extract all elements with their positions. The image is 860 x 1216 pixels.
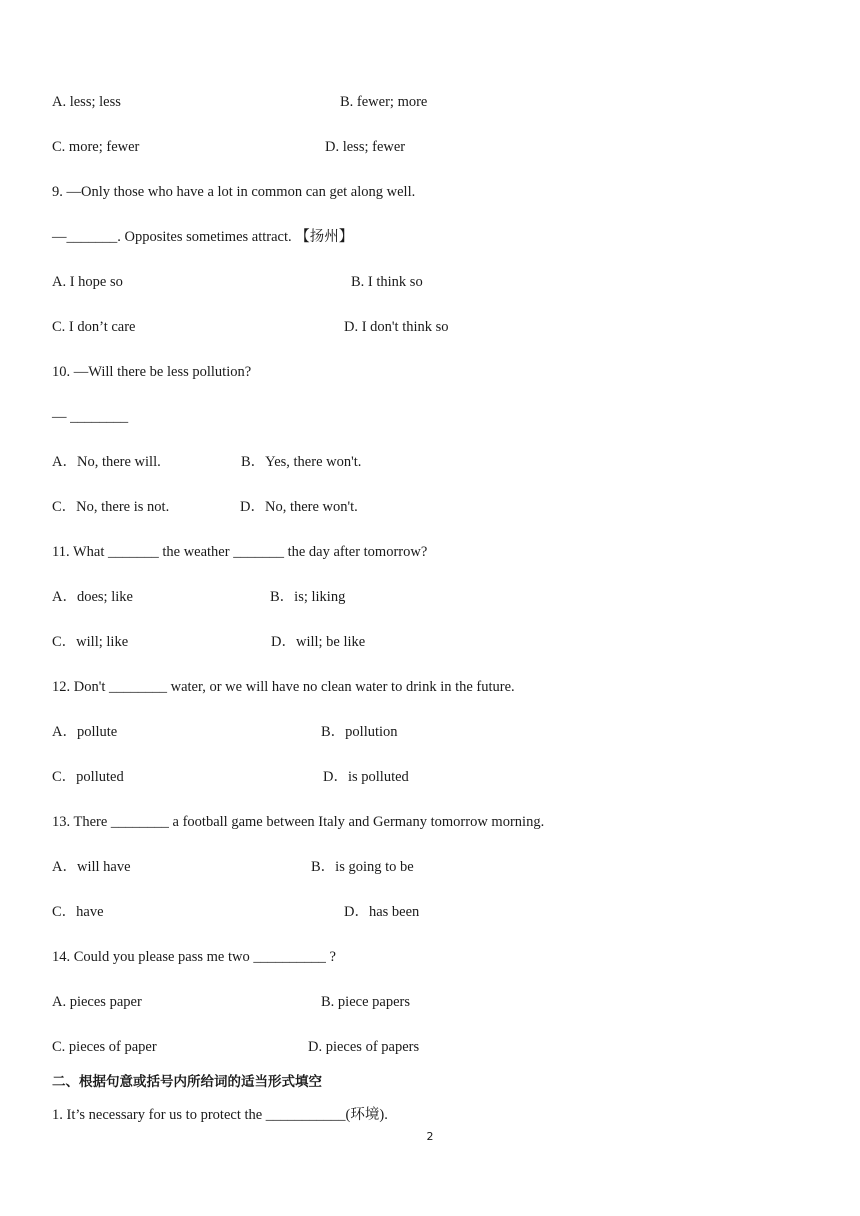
question-stem: 13. There ________ a football game between Italy and Germany tomorrow morning. [52,814,545,830]
option-b: B. I think so [351,274,423,290]
option-a: A. less; less [52,94,121,110]
question-stem: 10. —Will there be less pollution? [52,364,252,380]
option-c: C. I don’t care [52,319,136,335]
option-c: C．polluted [52,769,124,785]
option-a: A．does; like [52,589,133,605]
option-a: A．will have [52,859,131,875]
option-a: A．pollute [52,724,118,740]
section-heading: 二、根据句意或括号内所给词的适当形式填空 [52,1074,322,1090]
option-c: C. more; fewer [52,139,140,155]
question-reply: — ________ [52,409,129,425]
page-number: 2 [426,1130,434,1143]
option-b: B．is; liking [270,589,346,605]
question-stem: 12. Don't ________ water, or we will have no clean water to drink in the future. [52,679,515,695]
option-d: D. I don't think so [344,319,449,335]
option-b: B．Yes, there won't. [241,454,362,470]
question-stem: 11. What _______ the weather _______ the day after tomorrow? [52,544,428,560]
option-d: D. less; fewer [325,139,406,155]
question-stem: 1. It’s necessary for us to protect the ___________(环境). [52,1107,388,1123]
option-d: D．has been [344,904,420,920]
option-b: B. fewer; more [340,94,428,110]
option-a: A．No, there will. [52,454,161,470]
option-d: D. pieces of papers [308,1039,420,1055]
option-c: C．have [52,904,104,920]
question-reply: —_______. Opposites sometimes attract. 【扬州】 [52,229,354,245]
option-b: B．pollution [321,724,398,740]
option-c: C. pieces of paper [52,1039,157,1055]
option-a: A. pieces paper [52,994,142,1010]
question-stem: 9. —Only those who have a lot in common can get along well. [52,184,416,200]
option-d: D．No, there won't. [240,499,358,515]
option-b: B. piece papers [321,994,410,1010]
question-stem: 14. Could you please pass me two __________ ? [52,949,336,965]
option-c: C．will; like [52,634,129,650]
option-c: C．No, there is not. [52,499,170,515]
option-b: B．is going to be [311,859,414,875]
option-d: D．will; be like [271,634,366,650]
option-a: A. I hope so [52,274,123,290]
option-d: D．is polluted [323,769,409,785]
